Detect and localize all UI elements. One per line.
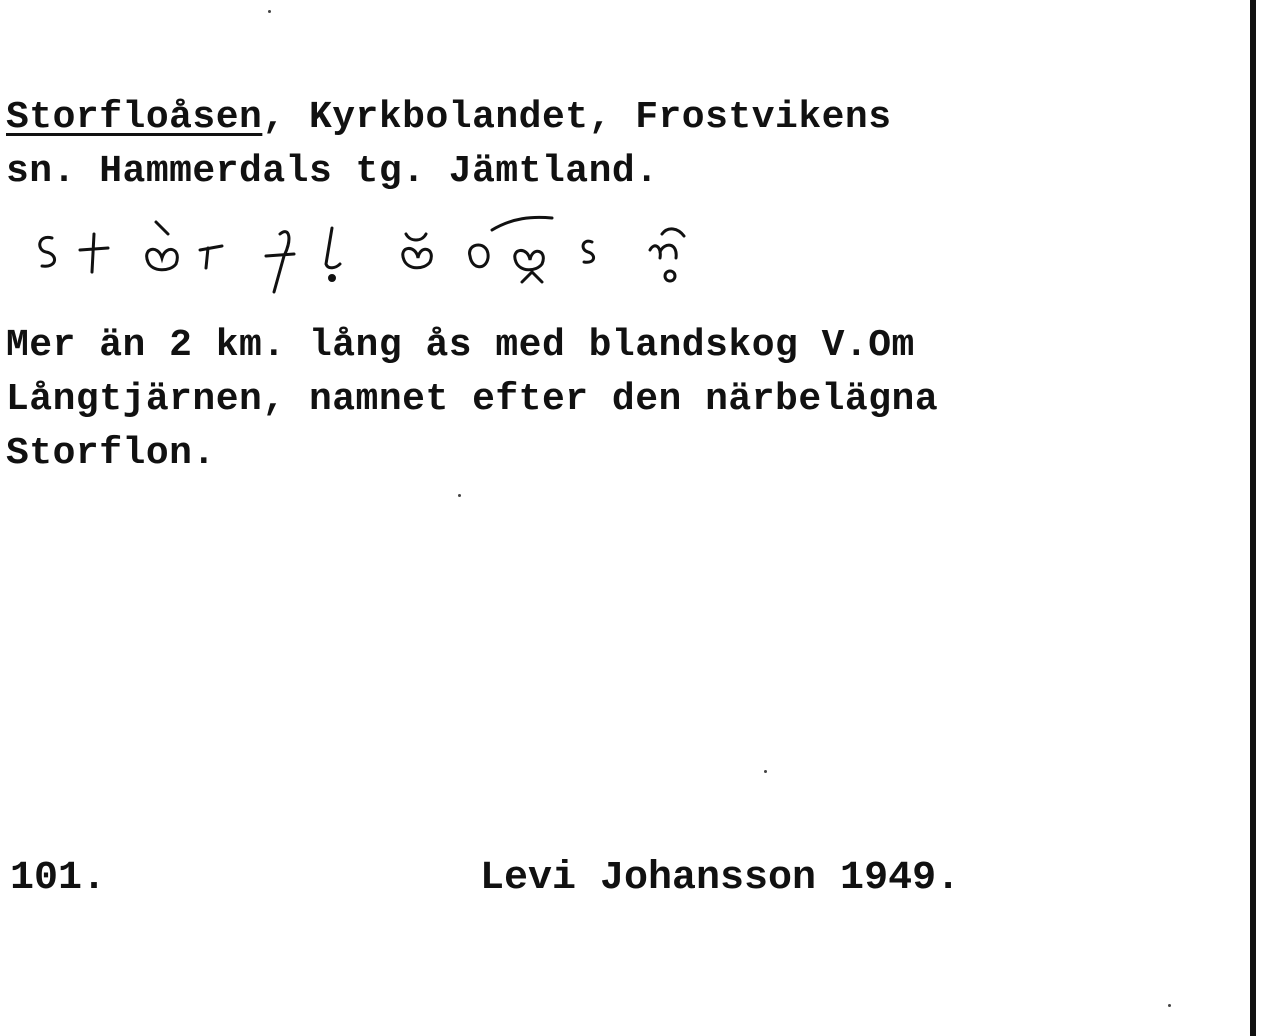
paper-speck: [764, 770, 767, 773]
description-line-3: Storflon.: [6, 432, 216, 475]
heading-line: [6, 96, 892, 140]
collector-signature: Levi Johansson 1949.: [480, 856, 961, 901]
headword: Storfloåsen: [6, 96, 263, 139]
description-line-1: Mer än 2 km. lång ås med blandskog V.Om: [6, 324, 915, 367]
card-edge-line: [1250, 0, 1256, 1036]
phonetic-transcription: [22, 206, 722, 296]
heading-location: , Kyrkbolandet, Frostvikens: [262, 96, 892, 139]
paper-speck: [268, 10, 271, 13]
card-number: 101.: [10, 856, 107, 901]
description-line-2: Långtjärnen, namnet efter den närbelägna: [6, 378, 939, 421]
parish-line: sn. Hammerdals tg. Jämtland.: [6, 150, 659, 193]
paper-speck: [458, 494, 461, 497]
paper-speck: [1168, 1004, 1171, 1007]
